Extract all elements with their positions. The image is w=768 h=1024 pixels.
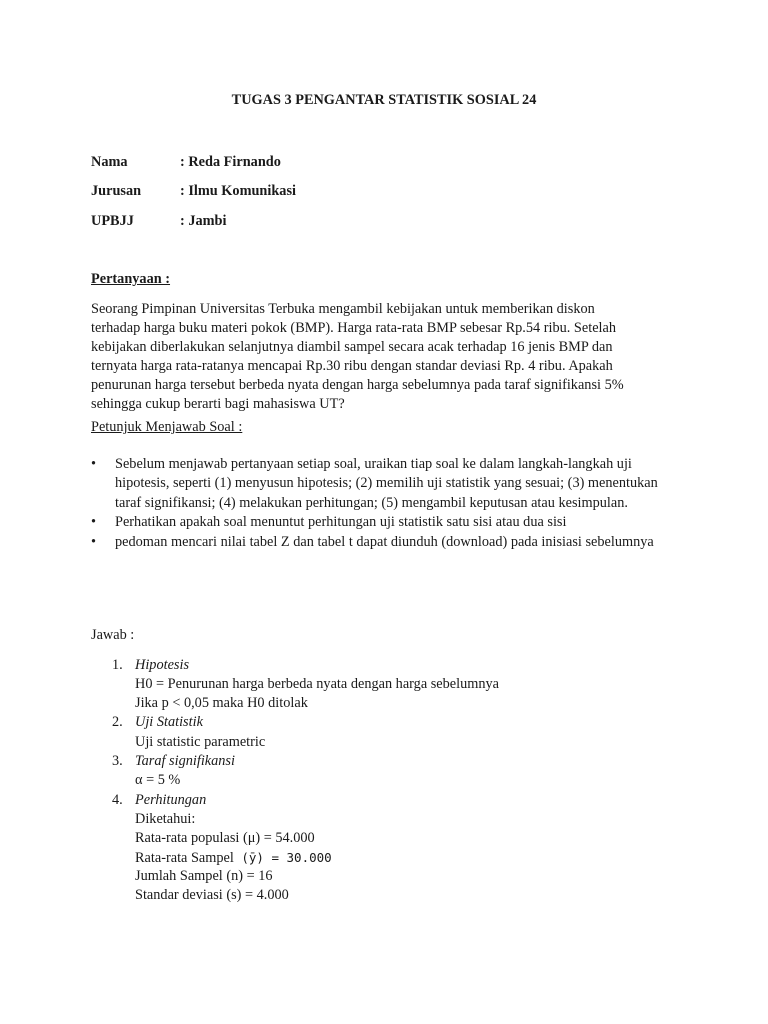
alpha-line: α = 5 % xyxy=(135,772,181,788)
answer-label: Jawab : xyxy=(91,627,135,643)
step-number: 3. xyxy=(112,753,123,769)
upbjj-value: : Jambi xyxy=(180,213,227,229)
instruction-text: Perhatikan apakah soal menuntut perhitungan uji statistik satu sisi atau dua sisi xyxy=(115,514,567,531)
list-item xyxy=(91,455,681,513)
hypothesis-line: H0 = Penurunan harga berbeda nyata dengan harga sebelumnya xyxy=(135,676,500,692)
test-line: Uji statistic parametric xyxy=(135,734,266,750)
step-title: Hipotesis xyxy=(135,657,190,673)
instructions-heading: Petunjuk Menjawab Soal : xyxy=(91,419,243,435)
bullet-icon: • xyxy=(91,533,97,550)
question-line: ternyata harga rata-ratanya mencapai Rp.30 ribu dengan standar deviasi Rp. 4 ribu. Apakah xyxy=(91,358,613,374)
upbjj-label: UPBJJ xyxy=(91,213,134,229)
name-label: Nama xyxy=(91,154,128,170)
population-mean-line: Rata-rata populasi (μ) = 54.000 xyxy=(135,830,315,846)
sample-mean-label: Rata-rata Sampel xyxy=(135,850,234,866)
step-title: Uji Statistik xyxy=(135,714,203,730)
sample-size-line: Jumlah Sampel (n) = 16 xyxy=(135,868,273,884)
step-number: 4. xyxy=(112,792,123,808)
std-dev-line: Standar deviasi (s) = 4.000 xyxy=(135,887,289,903)
instruction-text: pedoman mencari nilai tabel Z dan tabel t dapat diunduh (download) pada inisiasi sebelumnya xyxy=(115,533,654,550)
step-number: 2. xyxy=(112,714,123,730)
step-number: 1. xyxy=(112,657,123,673)
question-line: Seorang Pimpinan Universitas Terbuka mengambil kebijakan untuk memberikan diskon xyxy=(91,301,595,317)
step-title: Perhitungan xyxy=(135,792,207,808)
major-value: : Ilmu Komunikasi xyxy=(180,183,296,199)
list-item xyxy=(91,533,681,552)
question-line: kebijakan diberlakukan selanjutnya diambil sampel secara acak terhadap 16 jenis BMP dan xyxy=(91,339,613,355)
question-line: sehingga cukup berarti bagi mahasiswa UT? xyxy=(91,396,345,412)
sample-mean-value: (ȳ) = 30.000 xyxy=(233,850,332,865)
major-label: Jurusan xyxy=(91,183,142,199)
sample-mean-line xyxy=(135,848,332,868)
step-title: Taraf signifikansi xyxy=(135,753,235,769)
question-line: terhadap harga buku materi pokok (BMP). Harga rata-rata BMP sebesar Rp.54 ribu. Setelah xyxy=(91,320,617,336)
document-title: TUGAS 3 PENGANTAR STATISTIK SOSIAL 24 xyxy=(231,92,537,108)
bullet-icon: • xyxy=(91,514,97,531)
known-label: Diketahui: xyxy=(135,811,196,827)
instruction-text: Sebelum menjawab pertanyaan setiap soal, uraikan tiap soal ke dalam langkah-langkah uji hipotesis, seperti (1) menyusun hipotesis; (2) memilih uji statistik yang sesuai; (3) menentukan taraf signifikansi; (4) melakukan perhitungan; (5) mengambil keputusan atau kesimpulan. xyxy=(115,456,658,511)
hypothesis-line: Jika p < 0,05 maka H0 ditolak xyxy=(135,695,308,711)
instructions-list xyxy=(91,455,681,552)
question-heading: Pertanyaan : xyxy=(91,271,171,287)
name-value: : Reda Firnando xyxy=(180,154,281,170)
question-line: penurunan harga tersebut berbeda nyata dengan harga sebelumnya pada taraf signifikansi 5% xyxy=(91,377,624,393)
list-item xyxy=(91,513,681,532)
bullet-icon: • xyxy=(91,456,97,472)
